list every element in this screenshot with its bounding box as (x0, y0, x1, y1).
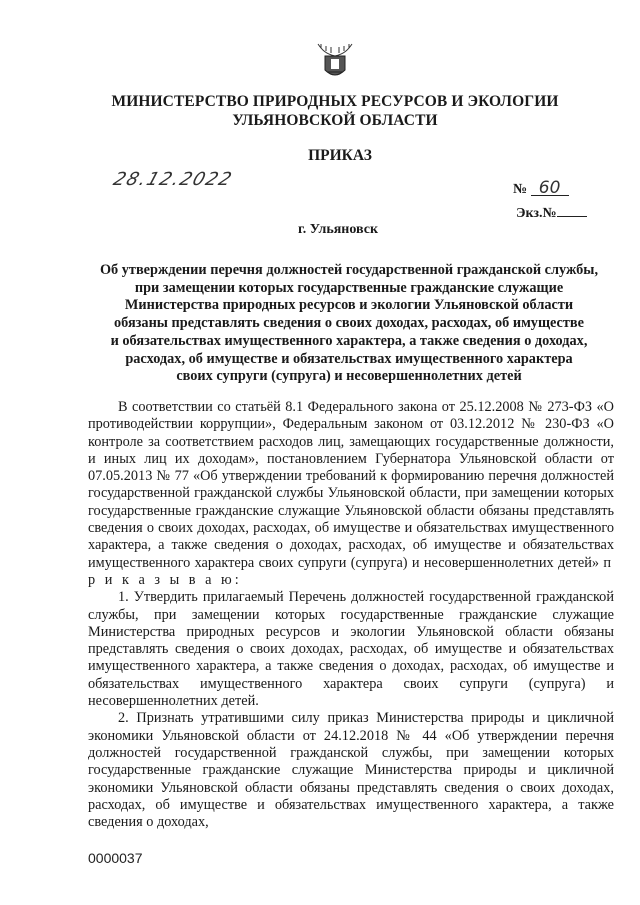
copy-label: Экз.№ (516, 206, 557, 221)
item-1: 1. Утвердить прилагаемый Перечень должностей государственной гражданской службы, при замещении которых государственные гражданские служащие Министерства природных ресурсов и экологии Ульяновской области обязаны представлять сведения о своих доходах, расходах, об имуществе и обязательствах имущественного характера, а также сведения о доходах, расходах, об имуществе и обязательствах имущественного характера своих супруги (супруга) и несовершеннолетних детей. (88, 589, 614, 710)
subject-line: Министерства природных ресурсов и экологии Ульяновской области (124, 297, 574, 314)
ulyanovsk-coat-of-arms-icon (312, 40, 358, 82)
order-number (513, 178, 569, 198)
copy-number-blank (557, 205, 587, 217)
page-code: 0000037 (88, 850, 143, 866)
subject-line: обязаны представлять сведения о своих доходах, расходах, об имуществе (114, 315, 584, 332)
item-2: 2. Признать утратившими силу приказ Министерства природы и цикличной экономики Ульяновской области от 24.12.2018 № 44 «Об утверждении перечня должностей государственной гражданской службы, при замещении которых государственные гражданские служащие Министерства природы и цикличной экономики Ульяновской области обязаны представлять сведения о своих доходах, расходах, об имуществе и обязательствах имущественного характера, а также сведения о доходах, (88, 710, 614, 831)
subject-line: при замещении которых государственные гражданские служащие (134, 279, 564, 296)
order-subject (84, 262, 614, 386)
number-label: № (513, 182, 528, 197)
order-verb: п р и к а з ы в а ю: (88, 554, 614, 588)
subject-line: Об утверждении перечня должностей государственной гражданской службы, (99, 262, 599, 278)
handwritten-date: 28.12.2022 (110, 169, 236, 190)
number-value: 60 (531, 181, 569, 196)
document-type: ПРИКАЗ (308, 147, 372, 164)
ministry-name (90, 92, 580, 130)
city: г. Ульяновск (298, 222, 379, 237)
subject-line: своих супруги (супруга) и несовершеннолетних детей (176, 368, 522, 385)
copy-number (516, 205, 587, 222)
ministry-line-2: УЛЬЯНОВСКОЙ ОБЛАСТИ (232, 112, 438, 129)
preamble-paragraph (88, 399, 614, 589)
preamble-text: В соответствии со статьёй 8.1 Федерального закона от 25.12.2008 № 273-ФЗ «О противодействии коррупции», Федеральным законом от 03.12.2012 № 230-ФЗ «О контроле за соответствием расходов лиц, замещающих государственные должности, и иных лиц их доходам», постановлением Губернатора Ульяновской области от 07.05.2013 № 77 «Об утверждении требований к формированию перечня должностей государственной гражданской службы Ульяновской области, при замещении которых государственные гражданские служащие Ульяновской области обязаны представлять сведения о своих доходах, расходах, об имуществе и обязательствах имущественного характера, а также сведения о доходах, расходах, об имуществе и обязательствах имущественного характера своих супруги (супруга) и несовершеннолетних детей» (88, 399, 614, 571)
order-body (88, 399, 614, 831)
subject-line: и обязательствах имущественного характера, а также сведения о доходах, (110, 332, 588, 349)
ministry-line-1: МИНИСТЕРСТВО ПРИРОДНЫХ РЕСУРСОВ И ЭКОЛОГИИ (111, 93, 559, 110)
subject-line: расходах, об имуществе и обязательствах имущественного характера (125, 350, 573, 367)
